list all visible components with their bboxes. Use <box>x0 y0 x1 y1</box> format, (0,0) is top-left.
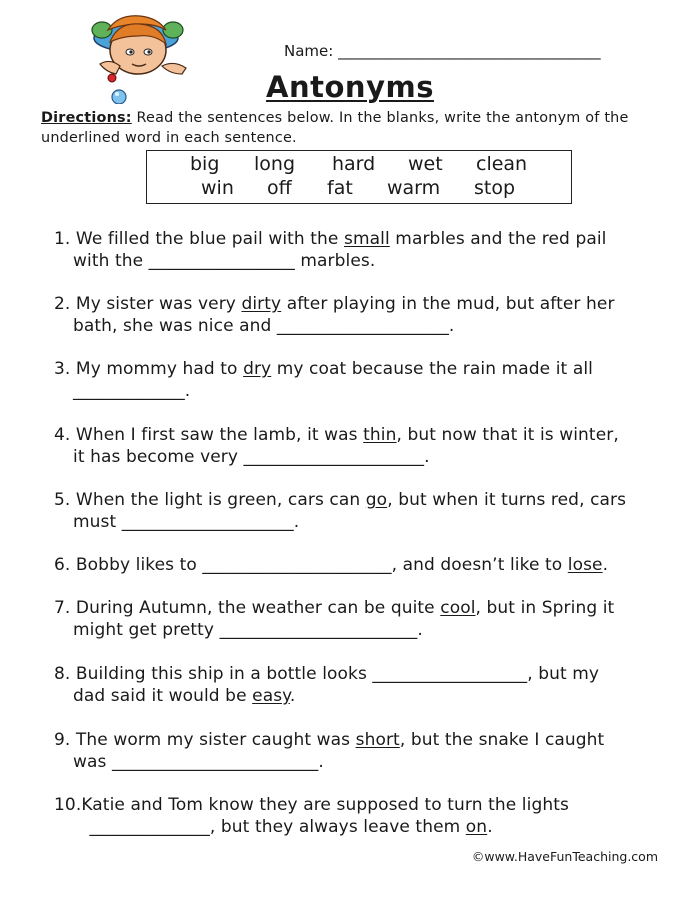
page-title: Antonyms <box>266 70 434 104</box>
word-bank-word: clean <box>476 153 528 175</box>
underlined-word: easy <box>252 686 290 706</box>
underlined-word: lose <box>567 555 603 575</box>
underlined-word: go <box>365 490 388 510</box>
word-bank <box>146 150 572 204</box>
underlined-word: thin <box>363 425 397 445</box>
word-bank-word: fat <box>327 177 353 199</box>
copyright-footer: ©www.HaveFunTeaching.com <box>471 849 658 864</box>
directions-label: Directions: <box>41 110 132 126</box>
question-9: 9. The worm my sister caught was short, but the snake I caught was ________________________. <box>54 730 605 772</box>
underlined-word: short <box>355 730 400 750</box>
word-bank-word: warm <box>387 177 441 199</box>
underlined-word: cool <box>440 598 476 618</box>
word-bank-word: stop <box>474 177 516 199</box>
question-10: 10.Katie and Tom know they are supposed to turn the lights ______________, but they always leave them on. <box>54 795 569 837</box>
underlined-word: dry <box>243 359 272 379</box>
word-bank-word: off <box>267 177 292 199</box>
question-6: 6. Bobby likes to ______________________, and doesn’t like to lose. <box>54 555 609 575</box>
directions-text: Read the sentences below. In the blanks, write the antonym of the underlined word in each sentence. <box>41 110 629 146</box>
name-field: Name: ___________________________________ <box>284 42 601 60</box>
question-1: 1. We filled the blue pail with the small marbles and the red pail with the _________________ marbles. <box>54 229 607 271</box>
question-3: 3. My mommy had to dry my coat because the rain made it all _____________. <box>54 359 593 401</box>
word-bank-word: win <box>201 177 234 199</box>
word-bank-word: big <box>190 153 220 175</box>
question-7: 7. During Autumn, the weather can be quite cool, but in Spring it might get pretty _______________________. <box>54 598 615 640</box>
directions <box>41 108 666 148</box>
underlined-word: dirty <box>241 294 282 314</box>
question-2: 2. My sister was very dirty after playing in the mud, but after her bath, she was nice and ____________________. <box>54 294 615 336</box>
underlined-word: small <box>344 229 390 249</box>
word-bank-word: hard <box>332 153 376 175</box>
underlined-word: on <box>465 817 488 837</box>
word-bank-word: wet <box>408 153 443 175</box>
question-8: 8. Building this ship in a bottle looks __________________, but my dad said it would be easy. <box>54 664 600 706</box>
question-5: 5. When the light is green, cars can go, but when it turns red, cars must ____________________. <box>54 490 627 532</box>
question-4: 4. When I first saw the lamb, it was thin, but now that it is winter, it has become very _____________________. <box>54 425 619 467</box>
word-bank-word: long <box>254 153 296 175</box>
